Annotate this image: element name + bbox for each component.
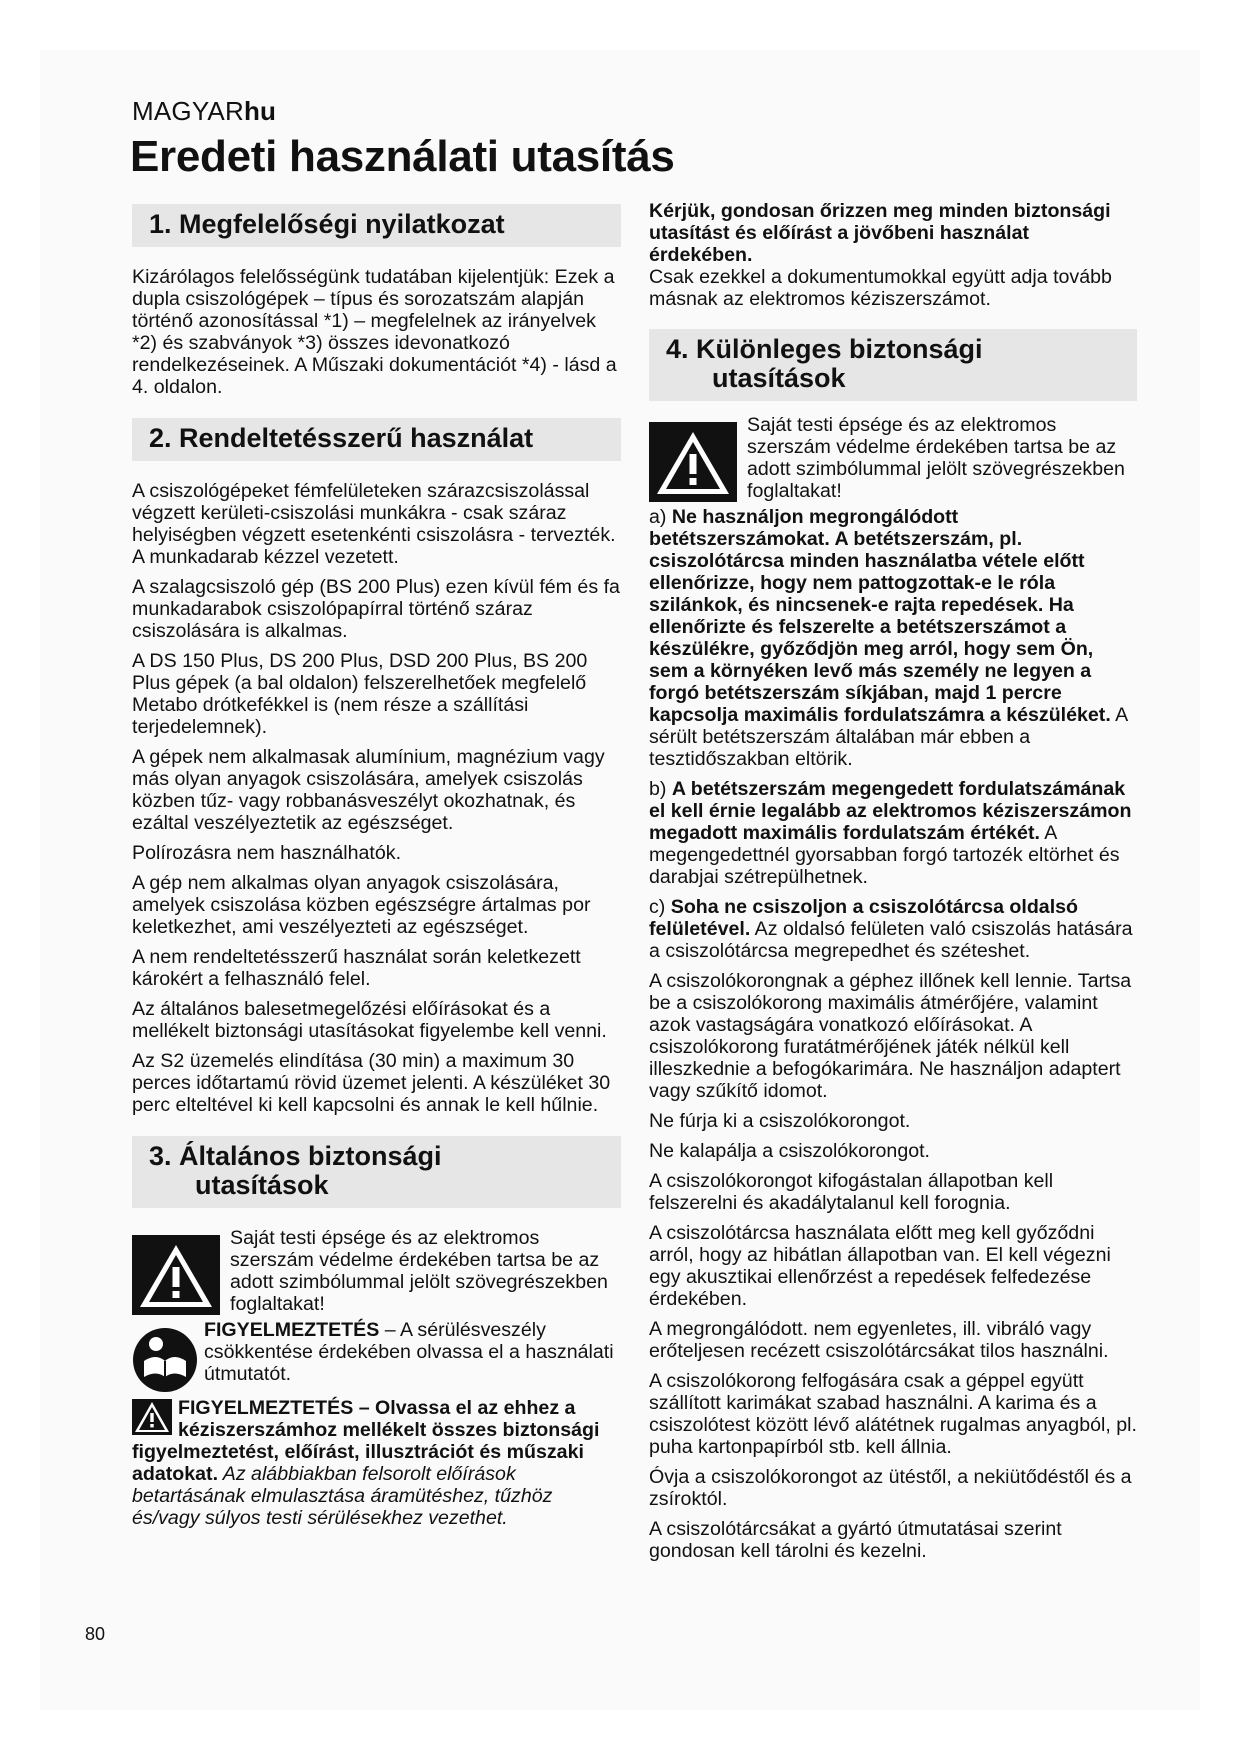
warning-triangle-icon [649, 422, 737, 502]
section-2-p2: A szalagcsiszoló gép (BS 200 Plus) ezen kívül fém és fa munkadarabok csiszolópapírral történő száraz csiszolására is alkalmas. [132, 576, 620, 642]
section-3-warning-block [132, 1227, 621, 1315]
section-3-heading [132, 1136, 621, 1208]
page-title: Eredeti használati utasítás [130, 132, 675, 181]
section-1-heading: 1. Megfelelőségi nyilatkozat [132, 204, 621, 247]
rule-a-label: a) [649, 506, 672, 528]
section-4-heading [649, 329, 1137, 401]
rule-c [649, 896, 1137, 962]
keep-instructions-bold: Kérjük, gondosan őrizzen meg minden biztonsági utasítást és előírást a jövőbeni használat érdekében. [649, 200, 1111, 266]
section-4-p5: A csiszolótárcsa használata előtt meg kell győződni arról, hogy az hibátlan állapotban van. El kell végezni egy akusztikai ellenőrzést a repedések felfedezése érdekében. [649, 1222, 1111, 1310]
section-3-warning-text: Saját testi épsége és az elektromos szerszám védelme érdekében tartsa be az adott szimbólummal jelölt szövegrészekben foglaltakat! [230, 1227, 608, 1315]
section-4-p7: A csiszolókorong felfogására csak a géppel együtt szállított karimákat szabad használni. A karima és a csiszolótest között lévő alátétnek rugalmas anyagból, pl. puha kartonpapírból stb. kell állnia. [649, 1370, 1137, 1458]
rule-b-text: A megengedettnél gyorsabban forgó tartozék eltörhet és darabjai szétrepülhetnek. [649, 822, 1120, 888]
rule-c-text: Az oldalsó felületen való csiszolás hatására a csiszolótárcsa megrepedhet és széteshet. [649, 918, 1133, 962]
section-3-title-line1: 3. Általános biztonsági [149, 1141, 442, 1171]
language-header: MAGYARhu [132, 96, 277, 126]
rule-a [649, 506, 1137, 770]
read-manual-bold: FIGYELMEZTETÉS [204, 1319, 380, 1341]
small-warning-triangle-icon [132, 1399, 172, 1435]
section-4-p9: A csiszolótárcsákat a gyártó útmutatásai szerint gondosan kell tárolni és kezelni. [649, 1518, 1062, 1562]
read-manual-normal: – A sérülésveszély csökkentése érdekében olvassa el a használati útmutatót. [204, 1319, 614, 1385]
section-2-heading: 2. Rendeltetésszerű használat [132, 418, 621, 461]
general-warning-paragraph [132, 1397, 621, 1529]
rule-a-bold: Ne használjon megrongálódott betétszerszámokat. A betétszerszám, pl. csiszolótárcsa minden használatba vétele előtt ellenőrizze, hogy nem pattogzottak-e le róla szilánkok, és nincsenek-e rajta repedések. Ha ellenőrizte és felszerelte a betétszerszámot a készülékre, győződjön meg arról, hogy sem Ön, sem a környéken levő más személy ne legyen a forgó betétszerszám síkjában, majd 1 percre kapcsolja maximális fordulatszámra a készüléket. [649, 506, 1111, 726]
section-4-warning-text: Saját testi épsége és az elektromos szerszám védelme érdekében tartsa be az adott szimbólummal jelölt szövegrészekben foglaltakat! [747, 414, 1125, 502]
keep-instructions-text: Csak ezekkel a dokumentumokkal együtt adja tovább másnak az elektromos kéziszerszámot. [649, 266, 1112, 310]
rule-a-text: A sérült betétszerszám általában már ebben a tesztidőszakban eltörik. [649, 704, 1128, 770]
read-manual-text [204, 1319, 621, 1385]
section-3-title-line2: utasítások [195, 1170, 329, 1200]
section-2-p9: Az S2 üzemelés elindítása (30 min) a maximum 30 perces időtartamú rövid üzemet jelenti. A készüléket 30 perc elteltével ki kell kapcsolni és annak le kell hűlnie. [132, 1050, 611, 1116]
section-4-warning-block [649, 414, 1137, 502]
section-4-title-line2: utasítások [712, 363, 846, 393]
general-warning-bold: FIGYELMEZTETÉS – Olvassa el az ehhez a kéziszerszámhoz mellékelt összes biztonsági figyelmeztetést, előírást, illusztrációt és műszaki adatokat. [132, 1397, 600, 1485]
warning-triangle-icon [132, 1235, 220, 1315]
read-manual-block [132, 1319, 621, 1393]
rule-b-label: b) [649, 778, 672, 800]
rule-c-label: c) [649, 896, 671, 918]
section-2-p1: A csiszológépeket fémfelületeken szárazcsiszolással végzett kerületi-csiszolási munkákra - csak száraz helyiségben végzett esetenkénti csiszolásra - tervezték. A munkadarab kézzel vezetett. [132, 480, 616, 568]
section-4-p3: Ne kalapálja a csiszolókorongot. [649, 1140, 930, 1162]
section-4-p6: A megrongálódott. nem egyenletes, ill. vibráló vagy erőteljesen recézett csiszolótárcsákat tilos használni. [649, 1318, 1109, 1362]
section-2-p4: A gépek nem alkalmasak alumínium, magnézium vagy más olyan anyagok csiszolására, amelyek csiszolás közben tűz- vagy robbanásveszélyt okozhatnak, és ezáltal veszélyeztetik az egészséget. [132, 746, 605, 834]
read-manual-icon [132, 1327, 198, 1393]
rule-c-bold: Soha ne csiszoljon a csiszolótárcsa oldalsó felületével. [649, 896, 1079, 940]
section-2-p3: A DS 150 Plus, DS 200 Plus, DSD 200 Plus, BS 200 Plus gépek (a bal oldalon) felszerelhetőek megfelelő Metabo drótkefékkel is (nem része a szállítási terjedelemnek). [132, 650, 588, 738]
rule-b [649, 778, 1137, 888]
section-4-p4: A csiszolókorongot kifogástalan állapotban kell felszerelni és akadálytalanul kell forognia. [649, 1170, 1054, 1214]
rule-b-bold: A betétszerszám megengedett fordulatszámának el kell érnie legalább az elektromos kéziszerszámon megadott maximális fordulatszám értékét. [649, 778, 1132, 844]
general-warning-italic: Az alábbiakban felsorolt előírások betartásának elmulasztása áramütéshez, tűzhöz és/vagy súlyos testi sérülésekhez vezethet. [132, 1463, 553, 1529]
section-4-p2: Ne fúrja ki a csiszolókorongot. [649, 1110, 911, 1132]
section-1-text: Kizárólagos felelősségünk tudatában kijelentjük: Ezek a dupla csiszológépek – típus és sorozatszám alapján történő azonosítással *1) – megfelelnek az irányelvek *2) és szabványok *3) összes idevonatkozó rendelkezéseinek. A Műszaki dokumentációt *4) - lásd a 4. oldalon. [132, 266, 617, 398]
page-number: 80 [85, 1624, 106, 1644]
section-2-p5: Polírozásra nem használhatók. [132, 842, 402, 864]
left-column [132, 204, 621, 1529]
section-2-p7: A nem rendeltetésszerű használat során keletkezett károkért a felhasználó felel. [132, 946, 581, 990]
section-4-p1: A csiszolókorongnak a géphez illőnek kell lennie. Tartsa be a csiszolókorong maximális átmérőjére, valamint azok vastagságára vonatkozó előírásokat. A csiszolókorong furatátmérőjének játék nélkül kell illeszkednie a befogókarimára. Ne használjon adaptert vagy szűkítő idomot. [649, 970, 1132, 1102]
section-4-title-line1: 4. Különleges biztonsági [666, 334, 983, 364]
right-column [649, 200, 1137, 1570]
section-2-p6: A gép nem alkalmas olyan anyagok csiszolására, amelyek csiszolása közben egészségre ártalmas por keletkezhet, ami veszélyezteti az egészséget. [132, 872, 591, 938]
section-4-p8: Óvja a csiszolókorongot az ütéstől, a nekiütődéstől és a zsíroktól. [649, 1466, 1132, 1510]
section-2-p8: Az általános balesetmegelőzési előírásokat és a mellékelt biztonsági utasításokat figyelembe kell venni. [132, 998, 607, 1042]
